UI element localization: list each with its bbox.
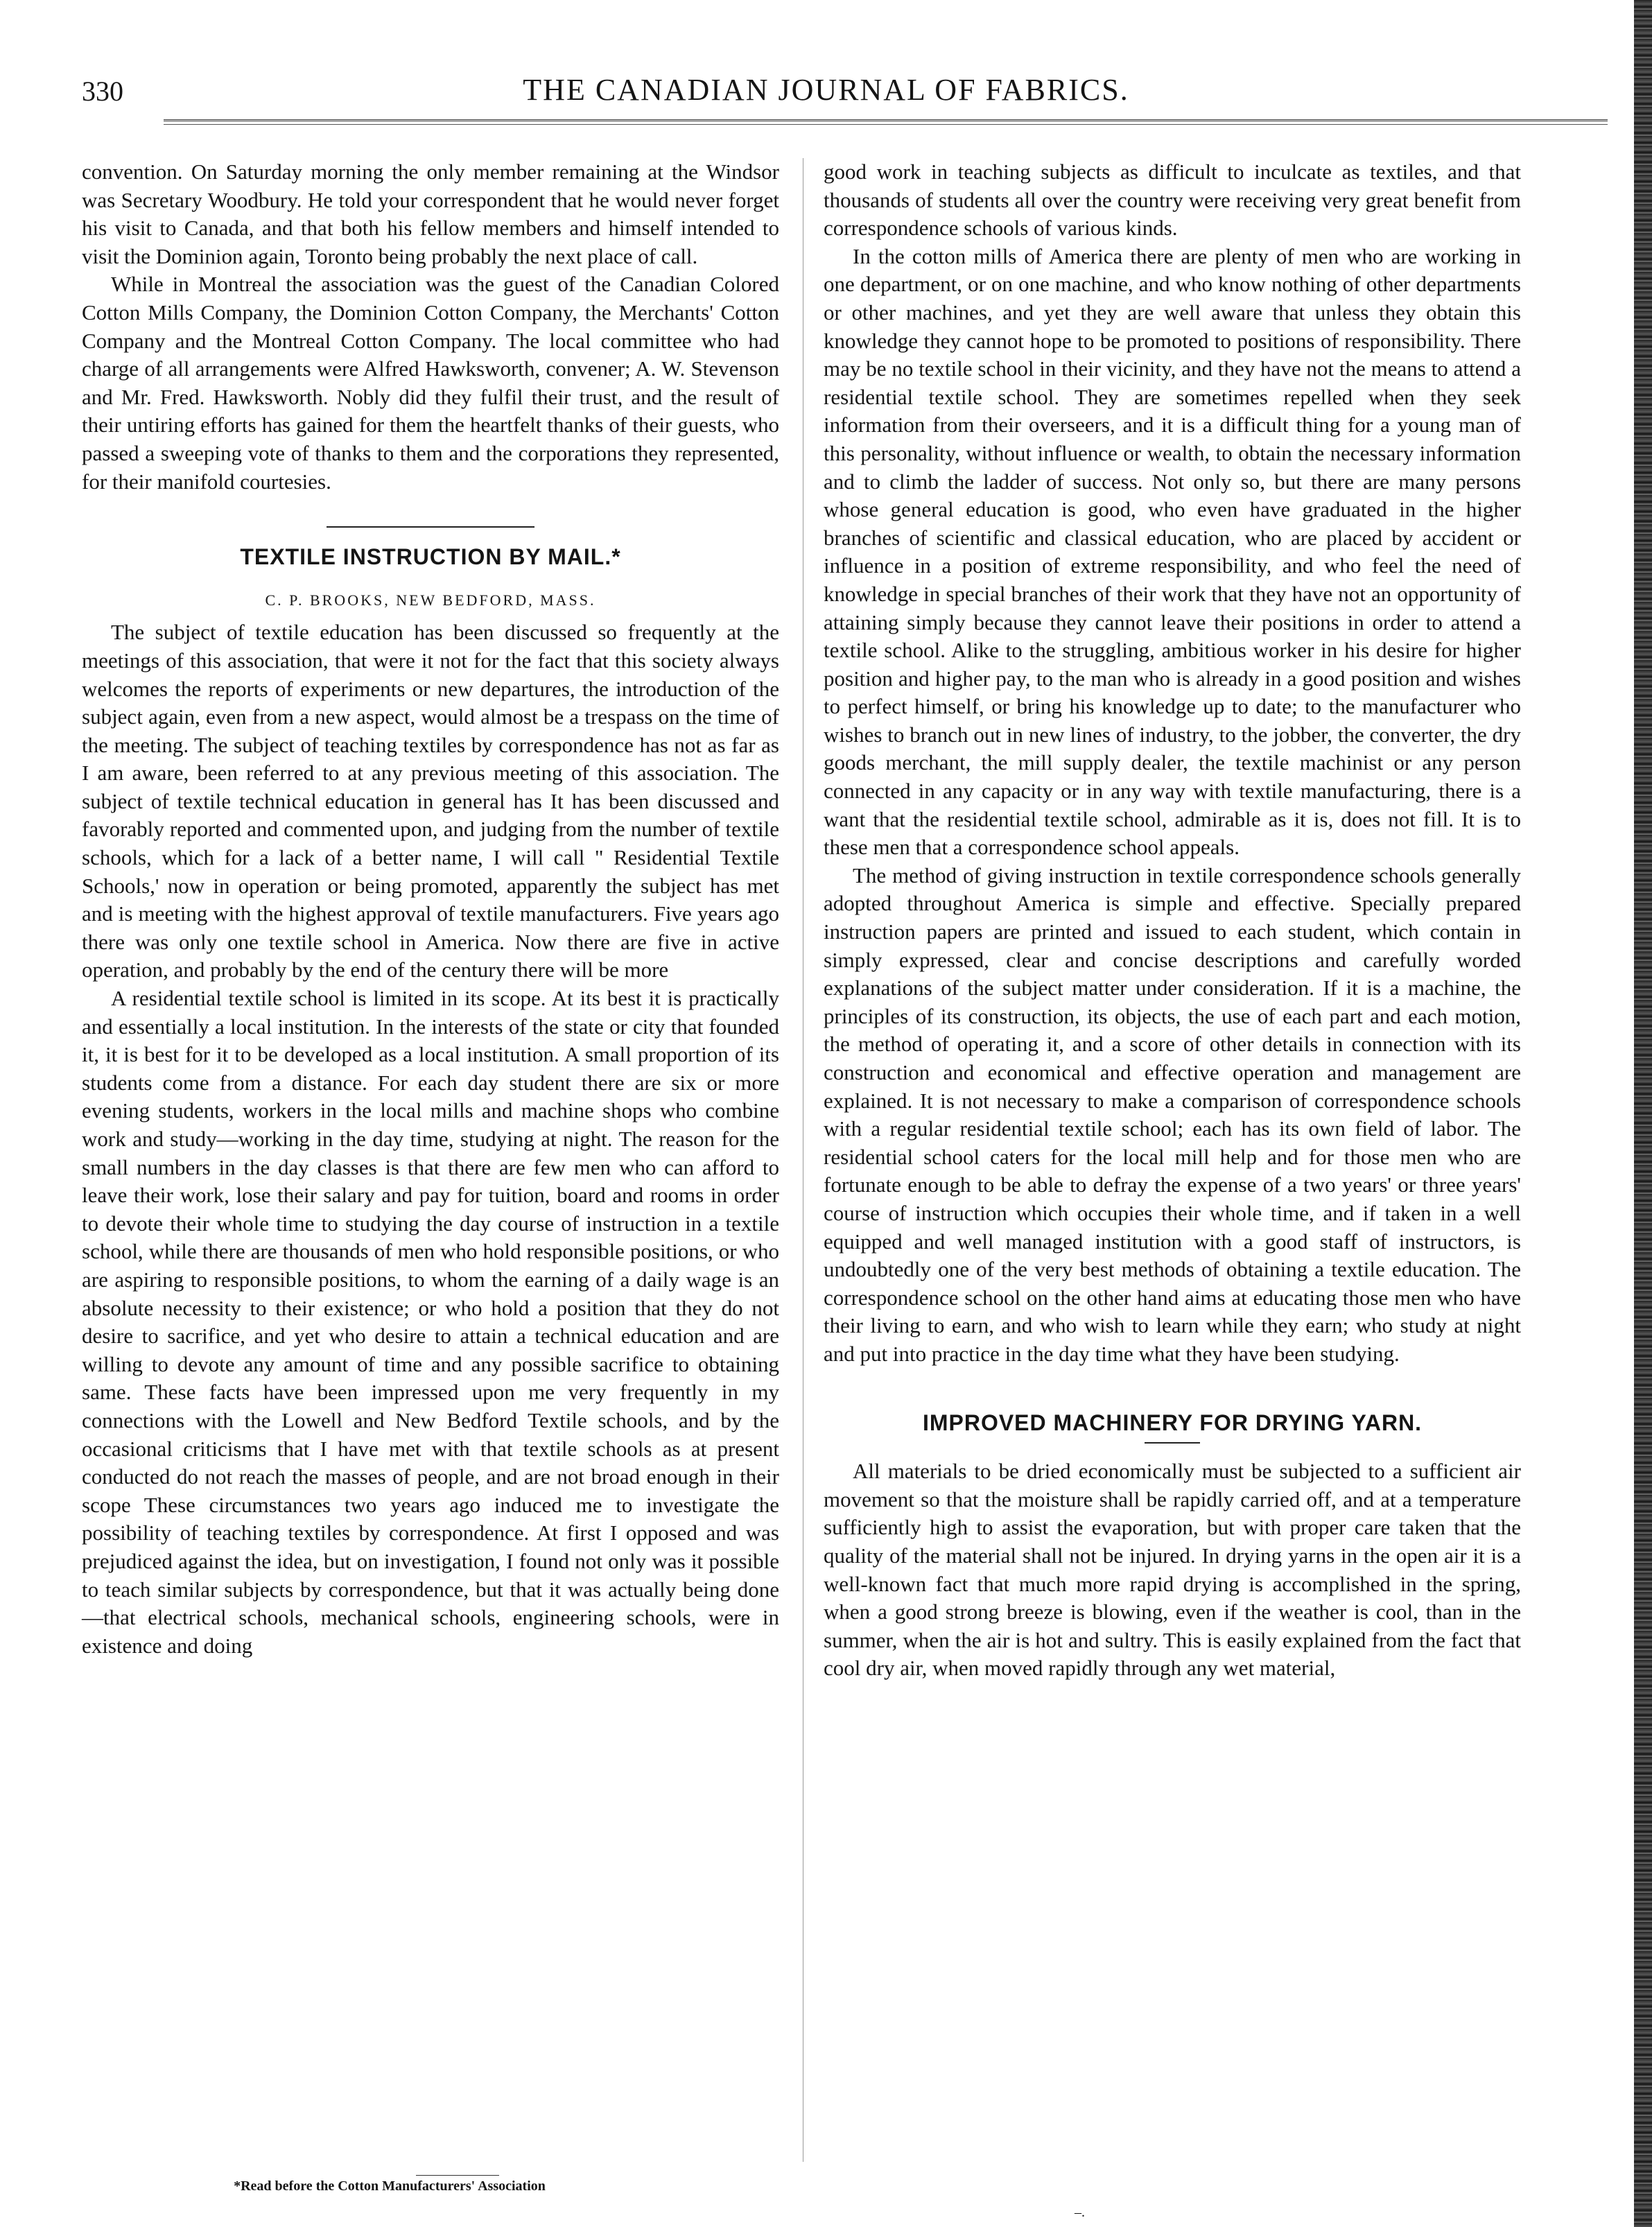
article-paragraph: The subject of textile education has been discussed so frequently at the meetings of this association, that were it not for the fact that this society always welcomes the reports of experiments or new departures, the introduction of the subject again, even from a new aspect, would almost be a trespass on the time of the meeting. The subject of teaching textiles by correspondence has not as far as I am aware, been referred to at any previous meeting of this association. The subject of textile technical education in general has It has been discussed and favorably reported and commented upon, and judging from the number of textile schools, which for a lack of a better name, I will call " Residential Textile Schools,' now in operation or being promoted, apparently the subject has met and is meeting with the highest approval of textile manufacturers. Five years ago there was only one textile school in America. Now there are five in active operation, and probably by the end of the century there will be more [82, 620, 779, 982]
header-rule [164, 119, 1608, 125]
article-byline: C. P. BROOKS, NEW BEDFORD, MASS. [265, 591, 596, 609]
article-heading: IMPROVED MACHINERY FOR DRYING YARN. [922, 1410, 1423, 1435]
page-number: 330 [82, 76, 123, 107]
scanned-page-edge [1634, 0, 1652, 2227]
continuation-paragraph: good work in teaching subjects as difficult to inculcate as textiles, and that thousands of students all over the country were receiving very great benefit from correspondence schools of various kinds. [824, 159, 1521, 241]
continuation-paragraph: The method of giving instruction in textile correspondence schools generally adopted throughout America is simple and effective. Specially prepared instruction papers are printed and issued to each student, which contain in simply expressed, clear and concise descriptions and carefully worded explanations of the subject matter under consideration. If it is a machine, the principles of its construction, its objects, the use of each part and each motion, the method of operating it, and a score of other details in connection with its construction and economical and effective operation and management are explained. It is not necessary to make a comparison of correspondence schools with a regular residential textile school; each has its own field of labor. The residential school caters for the local mill help and for those men who are fortunate enough to be able to defray the expense of a two years' or three years' course of instruction which occupies their whole time, and if taken in a well equipped and well managed institution with a good staff of instructors, is undoubtedly one of the very best methods of obtaining a textile education. The correspondence school on the other hand aims at educating those men who have their living to earn, and who wish to learn while they earn; who study at night and put into practice in the day time what they have been studying. [824, 863, 1521, 1366]
continuation-paragraph: In the cotton mills of America there are plenty of men who are working in one department, or on one machine, and who know nothing of other departments or other machines, and yet they are well aware that unless they obtain this knowledge they cannot hope to be promoted to positions of responsibility. There may be no textile school in their vicinity, and they have not the means to attend a residential textile school. They are sometimes repelled when they seek information from their overseers, and it is a difficult thing for a young man of this personality, without influence or wealth, to obtain the necessary information and to climb the ladder of success. Not only so, but there are many persons whose general education is good, who even have graduated in the higher branches of scientific and classical education, who are placed by accident or influence in a position of extreme responsibility, and who feel the need of knowledge in special branches of their work that they have not an opportunity of attaining simply because they cannot leave their positions in order to attend a textile school. Alike to the struggling, ambitious worker in his desire for higher position and higher pay, to the man who is already in a good position and wishes to perfect himself, or bring his knowledge up to date; to the manufacturer who wishes to branch out in new lines of industry, to the jobber, the converter, the dry goods merchant, the mill supply dealer, the textile machinist or any person connected in any capacity or in any way with textile manufacturing, there is a want that the residential textile school, admirable as it is, does not fill. It is to these men that a correspondence school appeals. [824, 243, 1521, 860]
heading-underline [1145, 1442, 1200, 1444]
journal-title: THE CANADIAN JOURNAL OF FABRICS. [523, 73, 1129, 107]
section-divider [327, 526, 534, 528]
right-column [824, 158, 1521, 1683]
article-paragraph: All materials to be dried economically must be subjected to a sufficient air movement so that the moisture shall be rapidly carried off, and at a temperature sufficiently high to assist the evaporation, but with proper care taken that the quality of the material shall not be injured. In drying yarns in the open air it is a well-known fact that much more rapid drying is accomplished in the spring, when a good strong breeze is blowing, even if the weather is cool, than in the summer, when the air is hot and sultry. This is easily explained from the fact that cool dry air, when moved rapidly through any wet material, [824, 1459, 1521, 1681]
article-paragraph: A residential textile school is limited in its scope. At its best it is practically and essentially a local institution. In the interests of the state or city that founded it, it is best for it to be developed as a local institution. A small proportion of its students come from a distance. For each day student there are six or more evening students, workers in the local mills and machine shops who combine work and study—working in the day time, studying at night. The reason for the small numbers in the day classes is that there are few men who can afford to leave their work, lose their salary and pay for tuition, board and rooms in order to devote their whole time to studying the day course of instruction in a textile school, while there are thousands of men who hold responsible positions, or who are aspiring to responsible positions, to whom the earning of a daily wage is an absolute necessity to their existence; or who hold a position that they do not desire to sacrifice, and yet who desire to attain a technical education and are willing to devote any amount of time and any possible sacrifice to obtaining same. These facts have been impressed upon me very frequently in my connections with the Lowell and New Bedford Textile schools, and by the occasional criticisms that I have met with that textile schools as at present conducted do not reach the masses of people, and are not broad enough in their scope These circumstances two years ago induced me to investigate the possibility of teaching textiles by correspondence. At first I opposed and was prejudiced against the idea, but on investigation, I found not only was it possible to teach similar subjects by correspondence, but that it was actually being done—that electrical schools, mechanical schools, engineering schools, were in existence and doing [82, 986, 779, 1658]
footnote-rule [416, 2175, 499, 2176]
intro-paragraph: convention. On Saturday morning the only member remaining at the Windsor was Secretary Woodbury. He told your correspondent that he would never forget his visit to Canada, and that both his fellow members and himself intended to visit the Dominion again, Toronto being probably the next place of call. [82, 159, 779, 268]
page-bottom-mark: –. [1075, 2205, 1085, 2220]
article-heading: TEXTILE INSTRUCTION BY MAIL.* [240, 544, 621, 570]
left-column [82, 158, 779, 1660]
intro-paragraph: While in Montreal the association was the guest of the Canadian Colored Cotton Mills Company, the Dominion Cotton Company, the Merchants' Cotton Company and the Montreal Cotton Company. The local committee who had charge of all arrangements were Alfred Hawksworth, convener; A. W. Stevenson and Mr. Fred. Hawksworth. Nobly did they fulfil their trust, and the result of their untiring efforts has gained for them the heartfelt thanks of their guests, who passed a sweeping vote of thanks to them and the corporations they represented, for their manifold courtesies. [82, 272, 779, 494]
footnote: *Read before the Cotton Manufacturers' Association [234, 2178, 546, 2194]
